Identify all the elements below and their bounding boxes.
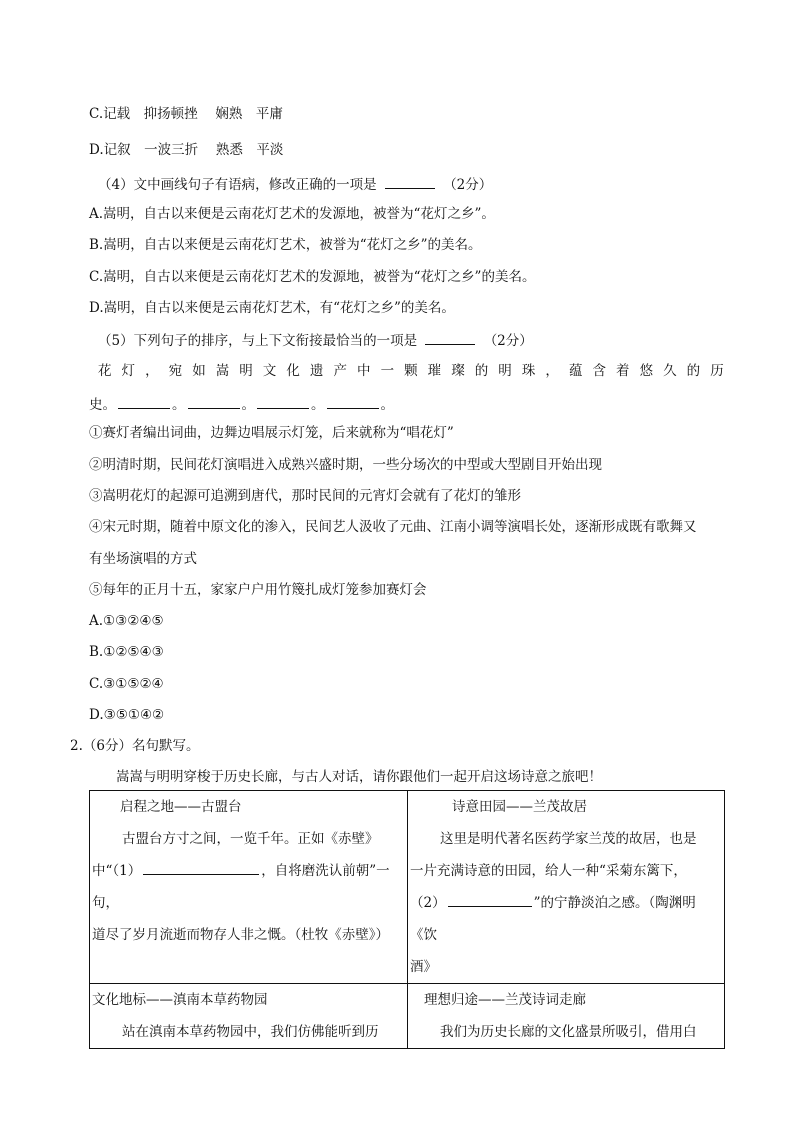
cell-lanmao-home bbox=[408, 791, 725, 984]
passage-char: 蕴 bbox=[568, 363, 583, 379]
passage-char: 璀 bbox=[427, 363, 442, 379]
passage-char: 明 bbox=[239, 363, 253, 379]
passage-char: 的 bbox=[474, 363, 489, 379]
passage-char: 文 bbox=[262, 363, 277, 379]
poem-table bbox=[89, 790, 725, 1049]
sentence-3: ③嵩明花灯的起源可追溯到唐代，那时民间的元宵灯会就有了花灯的雏形 bbox=[89, 488, 521, 504]
order-blank bbox=[327, 394, 379, 409]
answer-blank bbox=[425, 330, 475, 345]
passage-char: ， bbox=[545, 363, 559, 379]
cell-title: 诗意田园——兰茂故居 bbox=[452, 799, 587, 815]
order-blank bbox=[188, 394, 240, 409]
option-d-prev: D.记叙 一波三折 熟悉 平淡 bbox=[89, 142, 284, 158]
question-5-option-c: C.③①⑤②④ bbox=[89, 676, 164, 692]
cell-title: 文化地标——滇南本草药物园 bbox=[92, 992, 268, 1008]
sentence-4-cont: 有坐场演唱的方式 bbox=[89, 551, 197, 567]
passage-char: 着 bbox=[616, 363, 630, 379]
question-4-option-b: B.嵩明，自古以来便是云南花灯艺术，被誉为“花灯之乡”的美名。 bbox=[89, 237, 482, 253]
cell-line: 站在滇南本草药物园中，我们仿佛能听到历 bbox=[122, 1024, 379, 1040]
cell-line: 酒》 bbox=[410, 959, 437, 975]
question-2-header: 2.（6分）名句默写。 bbox=[70, 738, 200, 754]
answer-blank bbox=[385, 174, 435, 189]
passage-char: 含 bbox=[592, 363, 606, 379]
cell-line: 道尽了岁月流逝而物存人非之慨。（杜牧《赤壁》） bbox=[92, 927, 389, 943]
sentence-4: ④宋元时期，随着中原文化的渗入，民间艺人汲收了元曲、江南小调等演唱长处，逐渐形成既有歌舞又 bbox=[89, 519, 697, 535]
passage-char: 悠 bbox=[639, 363, 654, 379]
cell-line: 一片充满诗意的田园，给人一种“采菊东篱下， bbox=[410, 863, 687, 879]
passage-line bbox=[98, 362, 724, 380]
option-c-prev: C.记载 抑扬顿挫 娴熟 平庸 bbox=[89, 106, 283, 122]
passage-char: 一 bbox=[380, 363, 395, 379]
passage-char: 产 bbox=[333, 363, 347, 379]
passage-char: 如 bbox=[192, 363, 206, 379]
cell-text: ”的宁静淡泊之感。（陶渊明《饮 bbox=[410, 895, 696, 943]
order-blank bbox=[118, 394, 170, 409]
question-5-option-a: A.①③②④⑤ bbox=[89, 613, 164, 629]
passage-char: 历 bbox=[710, 363, 724, 379]
question-4-stem bbox=[98, 174, 492, 194]
cell-line: 这里是明代著名医药学家兰茂的故居，也是 bbox=[440, 831, 697, 847]
question-4-text: （4）文中画线句子有语病，修改正确的一项是 bbox=[98, 177, 377, 193]
sentence-2: ②明清时期，民间花灯演唱进入成熟兴盛时期，一些分场次的中型或大型剧目开始出现 bbox=[89, 457, 602, 473]
question-5-text: （5）下列句子的排序，与上下文衔接最恰当的一项是 bbox=[98, 333, 418, 349]
cell-title: 启程之地——古盟台 bbox=[120, 799, 242, 815]
passage-char: 颗 bbox=[404, 363, 418, 379]
passage-char: 遗 bbox=[309, 363, 324, 379]
passage-char: 明 bbox=[498, 363, 512, 379]
question-2-intro: 嵩嵩与明明穿梭于历史长廊，与古人对话，请你跟他们一起开启这场诗意之旅吧！ bbox=[116, 769, 602, 785]
passage-char: 中 bbox=[357, 363, 371, 379]
passage-char: ， bbox=[145, 363, 159, 379]
cell-herb-garden bbox=[90, 984, 408, 1049]
question-5-option-b: B.①②⑤④③ bbox=[89, 644, 164, 660]
question-5-option-d: D.③⑤①④② bbox=[89, 707, 165, 723]
passage-char: 灯 bbox=[121, 363, 136, 379]
separator: 。 bbox=[311, 397, 325, 413]
cell-line bbox=[410, 887, 722, 951]
passage-end: 史。 bbox=[89, 397, 116, 413]
cell-text: （2） bbox=[410, 895, 446, 911]
question-4-score: （2分） bbox=[443, 177, 493, 193]
cell-line bbox=[92, 855, 405, 919]
question-5-score: （2分） bbox=[483, 333, 533, 349]
sentence-5: ⑤每年的正月十五，家家户户用竹篾扎成灯笼参加赛灯会 bbox=[89, 582, 427, 598]
table-row bbox=[90, 984, 725, 1049]
question-5-stem bbox=[98, 330, 533, 350]
cell-line: 我们为历史长廊的文化盛景所吸引，借用白 bbox=[440, 1024, 697, 1040]
table-row bbox=[90, 791, 725, 984]
question-4-option-d: D.嵩明，自古以来便是云南花灯艺术，有“花灯之乡”的美名。 bbox=[89, 300, 455, 316]
passage-char: 璨 bbox=[451, 363, 465, 379]
fill-blank-1 bbox=[143, 860, 259, 875]
passage-char: 化 bbox=[286, 363, 300, 379]
passage-char: 的 bbox=[686, 363, 701, 379]
cell-text: ，自将磨洗认前朝”一句， bbox=[92, 863, 390, 911]
question-4-option-a: A.嵩明，自古以来便是云南花灯艺术的发源地，被誉为“花灯之乡”。 bbox=[89, 206, 495, 222]
passage-blanks-line bbox=[89, 394, 394, 414]
fill-blank-2 bbox=[448, 892, 532, 907]
separator: 。 bbox=[380, 397, 394, 413]
passage-char: 宛 bbox=[168, 363, 183, 379]
cell-poetry-corridor bbox=[408, 984, 725, 1049]
order-blank bbox=[257, 394, 309, 409]
cell-text: 中“（1） bbox=[92, 863, 142, 879]
cell-line: 古盟台方寸之间，一览千年。正如《赤壁》 bbox=[122, 831, 379, 847]
passage-char: 嵩 bbox=[215, 363, 230, 379]
sentence-1: ①赛灯者编出词曲，边舞边唱展示灯笼，后来就称为“唱花灯” bbox=[89, 425, 454, 441]
separator: 。 bbox=[241, 397, 255, 413]
passage-char: 珠 bbox=[521, 363, 536, 379]
separator: 。 bbox=[172, 397, 186, 413]
passage-char: 久 bbox=[663, 363, 677, 379]
cell-gumengtai bbox=[90, 791, 408, 984]
cell-title: 理想归途——兰茂诗词走廊 bbox=[424, 992, 586, 1008]
passage-char: 花 bbox=[98, 363, 112, 379]
question-4-option-c: C.嵩明，自古以来便是云南花灯艺术的发源地，被誉为“花灯之乡”的美名。 bbox=[89, 269, 536, 285]
